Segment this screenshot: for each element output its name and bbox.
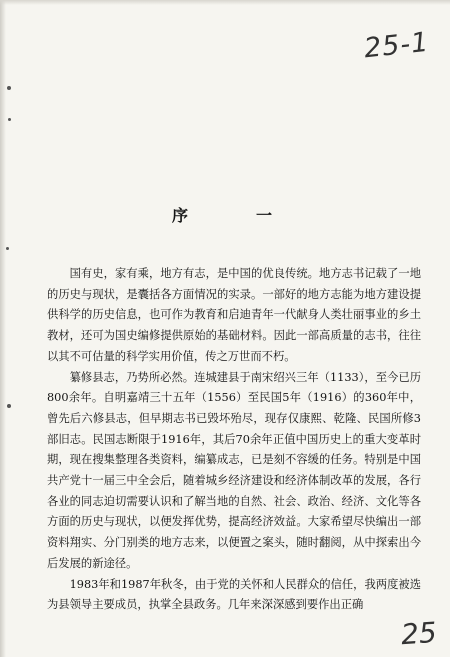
paragraph-2: 纂修县志，乃势所必然。连城建县于南宋绍兴三年（1133），至今已历800余年。自明嘉靖三十五年（1556）至民国5年（1916）的360年中，曾先后六修县志，但早期志书已毁坏殆尽，现存仅康熙、乾隆、民国所修3部旧志。民国志断限于1916年，其后70余年正值中国历史上的重大变革时期，现在搜集整理各类资料，编纂成志，已是刻不容缓的任务。特别是中国共产党十一届三中全会后，随着城乡经济建设和经济体制改革的发展，各行各业的同志迫切需要认识和了解当地的自然、社会、政治、经济、文化等各方面的历史与现状，以便发挥优势，提高经济效益。大家希望尽快编出一部资料翔实、分门别类的地方志来，以便置之案头，随时翻阅，从中探索出今后发展的新途径。 xyxy=(47,370,421,570)
handwritten-page-number-top: 25-1 xyxy=(362,26,431,65)
scan-speck xyxy=(7,86,11,90)
handwritten-page-number-bottom: 25 xyxy=(399,615,438,652)
scan-speck xyxy=(7,404,11,408)
body-text xyxy=(47,264,421,616)
section-title: 序 一 xyxy=(171,206,298,225)
paragraph-3: 1983年和1987年秋冬，由于党的关怀和人民群众的信任，我两度被选为县领导主要成员，执掌全县政务。几年来深深感到要作出正确 xyxy=(47,577,421,612)
page-top-shadow xyxy=(0,0,450,5)
page-edge-shadow xyxy=(0,0,6,657)
scan-speck xyxy=(8,118,11,121)
paragraph-1: 国有史，家有乘，地方有志，是中国的优良传统。地方志书记载了一地的历史与现状，是囊括各方面情况的实录。一部好的地方志能为地方建设提供科学的历史信息，也可作为教育和启迪青年一代献身人类壮丽事业的乡土教材，还可为国史编修提供原始的基础材料。因此一部高质量的志书，往往以其不可估量的科学实用价值，传之万世而不朽。 xyxy=(47,267,421,363)
scan-speck xyxy=(6,247,9,250)
